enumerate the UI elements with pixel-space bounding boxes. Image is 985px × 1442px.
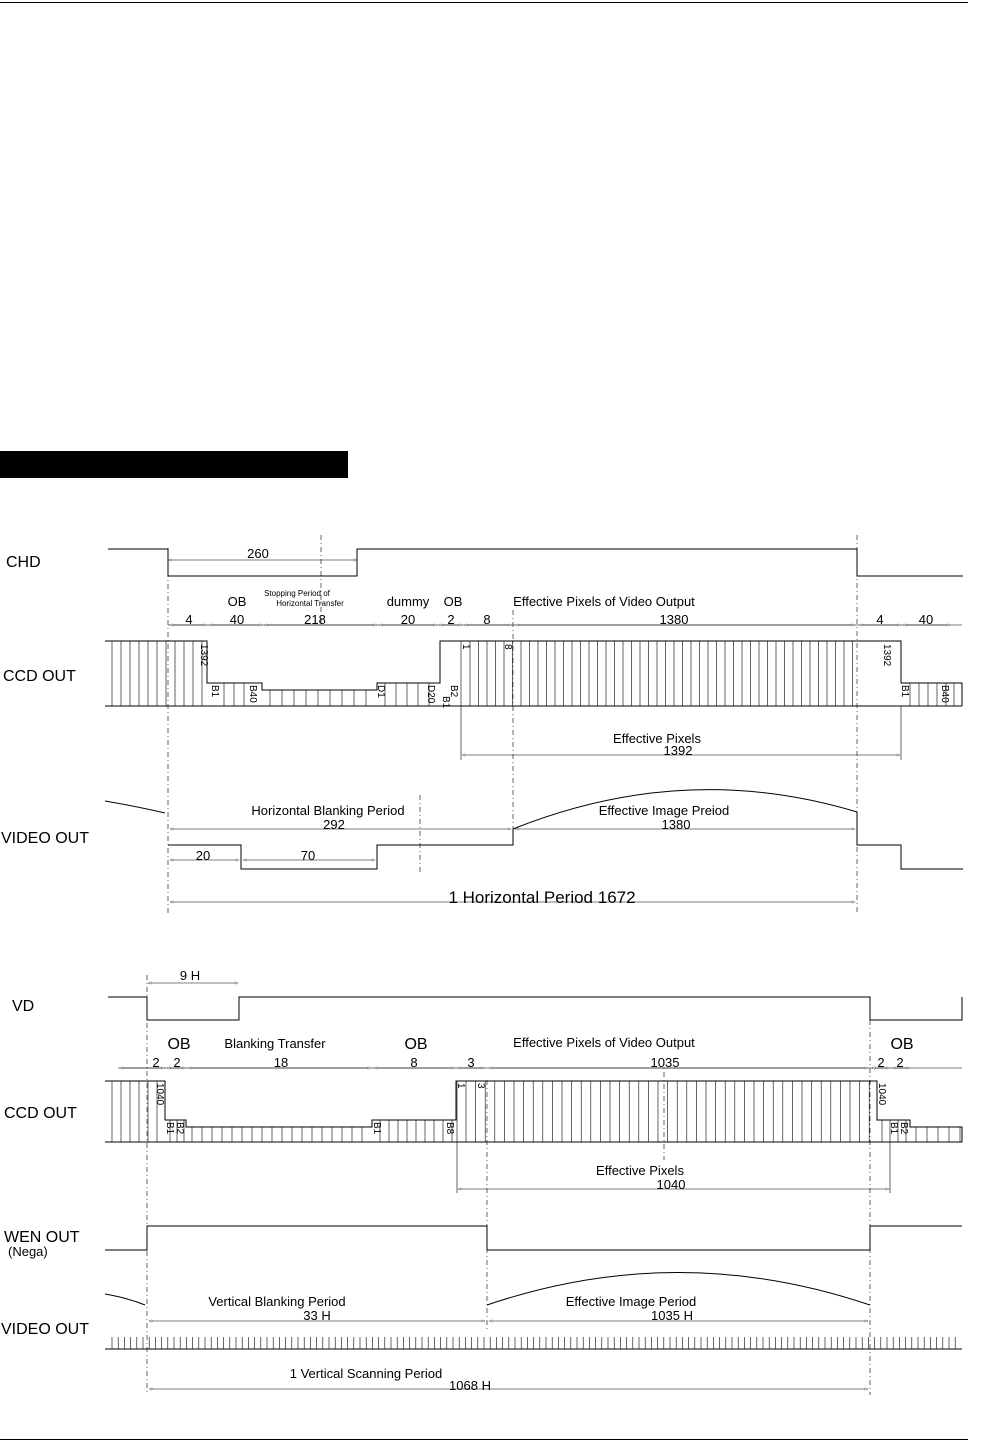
v-dim-1035: 1035 <box>650 1055 680 1070</box>
v-mark-b1: B1 <box>164 1122 175 1135</box>
h-blanking-value: 292 <box>323 817 345 832</box>
v-mark-b1-mid: B1 <box>371 1122 382 1135</box>
ccd-dim-218: 218 <box>304 612 326 627</box>
v-mark-b2-right: B2 <box>898 1122 909 1135</box>
ccd-ob-label-2: OB <box>443 594 463 609</box>
video-out-tail <box>105 801 165 813</box>
ccd-out-pixel-stripes <box>112 641 954 706</box>
chd-width-value: 260 <box>247 546 269 561</box>
mark-b40: B40 <box>247 685 258 703</box>
mark-8: 8 <box>502 644 513 650</box>
v-effective-label: Effective Pixels of Video Output <box>513 1035 695 1050</box>
v-total-label: 1 Vertical Scanning Period <box>289 1366 443 1381</box>
v-ob-label-2: OB <box>404 1036 428 1053</box>
v-dim-3: 3 <box>467 1055 475 1070</box>
v-blank-transfer-label: Blanking Transfer <box>224 1036 326 1051</box>
vd-waveform <box>108 997 962 1020</box>
mark-d20: D20 <box>425 685 436 704</box>
mark-b1-far: B1 <box>899 685 910 698</box>
v-dim-2b: 2 <box>173 1055 181 1070</box>
video-out-label: VIDEO OUT <box>1 830 90 847</box>
vd-width-value: 9 H <box>179 968 201 983</box>
v-video-out-label: VIDEO OUT <box>1 1321 90 1338</box>
horizontal-timing <box>1 535 963 915</box>
v-eff-pixels-label: Effective Pixels <box>596 1163 684 1178</box>
wen-out-waveform <box>105 1226 962 1250</box>
v-video-out-tail <box>105 1294 145 1305</box>
mark-b2: B2 <box>448 685 459 698</box>
v-blanking-value: 33 H <box>303 1308 331 1323</box>
stopping-period-line2: Horizontal Transfer <box>276 599 344 608</box>
ccd-dim-40: 40 <box>229 612 245 627</box>
mark-b1-right: B1 <box>440 696 451 709</box>
v-dim-2d: 2 <box>896 1055 904 1070</box>
vd-label: VD <box>12 998 35 1015</box>
v-dim-18: 18 <box>273 1055 289 1070</box>
v-mark-b1-right: B1 <box>888 1122 899 1135</box>
v-ccd-out-line-stripes <box>112 1081 960 1142</box>
v-dim-2a: 2 <box>152 1055 160 1070</box>
wen-out-sub: (Nega) <box>8 1244 48 1259</box>
wen-out-label: WEN OUT <box>4 1229 80 1246</box>
mark-1392-right: 1392 <box>881 644 892 667</box>
v-mark-b8: B8 <box>444 1122 455 1135</box>
h-total-label: 1 Horizontal Period 1672 <box>448 888 636 907</box>
v-mark-3: 3 <box>475 1083 486 1089</box>
ccd-pixel-marks <box>198 644 950 709</box>
v-mark-1040: 1040 <box>154 1083 165 1106</box>
mark-d1: D1 <box>375 685 386 698</box>
v-image-period-label: Effective Image Period <box>565 1294 697 1309</box>
vertical-timing <box>1 968 962 1395</box>
ccd-dim-2: 2 <box>447 612 455 627</box>
ccd-ob-label-1: OB <box>227 594 247 609</box>
chd-waveform <box>108 549 963 576</box>
v-blanking-label: Vertical Blanking Period <box>208 1294 346 1309</box>
ccd-dim-8: 8 <box>483 612 491 627</box>
v-total-value: 1068 H <box>449 1378 491 1393</box>
mark-b40-far: B40 <box>939 685 950 703</box>
video-out-blanking <box>168 829 513 869</box>
ccd-dim-40b: 40 <box>918 612 934 627</box>
ccd-effective-label: Effective Pixels of Video Output <box>513 594 695 609</box>
ccd-dim-4b: 4 <box>876 612 884 627</box>
v-mark-1: 1 <box>455 1083 466 1089</box>
mark-b1: B1 <box>209 685 220 698</box>
h-image-period-label: Effective Image Preiod <box>598 803 730 818</box>
v-mark-b2: B2 <box>174 1122 185 1135</box>
ccd-dummy-label: dummy <box>386 594 430 609</box>
v-ob-label-1: OB <box>167 1036 191 1053</box>
h-blanking-label: Horizontal Blanking Period <box>251 803 405 818</box>
ccd-out-label: CCD OUT <box>3 668 76 685</box>
v-image-period-value: 1035 H <box>651 1308 693 1323</box>
v-mark-1040-right: 1040 <box>876 1083 887 1106</box>
v-ccd-out-label: CCD OUT <box>4 1105 77 1122</box>
eff-pixels-value: 1392 <box>663 743 693 758</box>
sync-dim-20-value: 20 <box>195 848 211 863</box>
h-image-period-value: 1380 <box>661 817 691 832</box>
eff-pixels-label: Effective Pixels <box>613 731 701 746</box>
v-eff-pixels-value: 1040 <box>656 1177 686 1192</box>
ccd-dim-4: 4 <box>185 612 193 627</box>
ccd-dim-1380: 1380 <box>659 612 689 627</box>
chd-label: CHD <box>6 554 41 571</box>
ccd-out-waveform <box>105 641 962 706</box>
mark-1: 1 <box>460 644 471 650</box>
stopping-period-line1: Stopping Period of <box>264 589 330 598</box>
video-out-next <box>857 812 963 869</box>
v-dim-2c: 2 <box>877 1055 885 1070</box>
v-ob-label-3: OB <box>890 1036 914 1053</box>
v-video-sync-pulses <box>112 1337 955 1349</box>
v-dim-8: 8 <box>410 1055 418 1070</box>
mark-1392: 1392 <box>198 644 209 667</box>
ccd-dim-20: 20 <box>400 612 416 627</box>
sync-dim-70-value: 70 <box>300 848 316 863</box>
